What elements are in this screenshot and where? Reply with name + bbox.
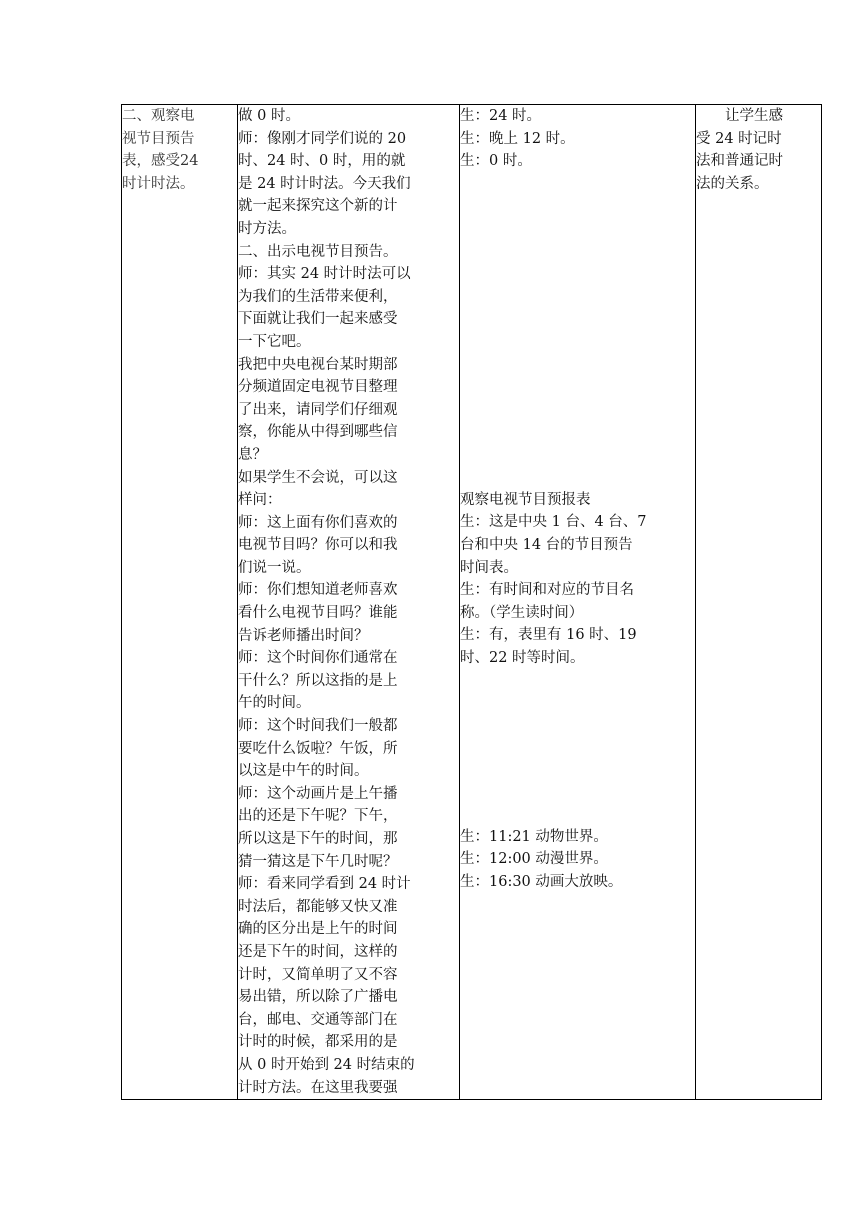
spacer — [460, 173, 695, 489]
teacher-line: 二、出示电视节目预告。 — [238, 243, 398, 260]
student-line: 生：有，表里有 16 时、19 — [460, 627, 637, 644]
teacher-line: 计时的时候，都采用的是 — [238, 1034, 398, 1051]
teacher-line: 易出错，所以除了广播电 — [238, 989, 398, 1006]
teacher-line: 师：这上面有你们喜欢的 — [238, 514, 398, 531]
stage-cell — [122, 105, 238, 1100]
student-line: 生：24 时。 — [460, 108, 542, 124]
student-line: 生：16:30 动画大放映。 — [460, 873, 623, 890]
student-line: 观察电视节目预报表 — [460, 491, 591, 508]
teacher-line: 我把中央电视台某时期部 — [238, 356, 398, 373]
teacher-line: 台，邮电、交通等部门在 — [238, 1011, 398, 1028]
teacher-line: 计时，又简单明了又不容 — [238, 966, 398, 983]
student-line: 时、22 时等时间。 — [460, 649, 585, 666]
teacher-line: 时、24 时、0 时，用的就 — [238, 153, 406, 170]
student-activity-cell — [460, 105, 696, 1100]
intent-line: 受 24 时记时 — [696, 130, 782, 147]
teacher-line: 从 0 时开始到 24 时结束的 — [238, 1056, 415, 1073]
student-line: 生：这是中央 1 台、4 台、7 — [460, 514, 647, 531]
teacher-line: 师：其实 24 时计时法可以 — [238, 266, 411, 283]
teacher-line: 干什么？所以这指的是上 — [238, 672, 398, 689]
teacher-line: 就一起来探究这个新的计 — [238, 198, 398, 215]
teacher-line: 分频道固定电视节目整理 — [238, 379, 398, 396]
student-line: 时间表。 — [460, 559, 518, 576]
teacher-line: 告诉老师播出时间？ — [238, 627, 369, 644]
teacher-line: 计时方法。在这里我要强 — [238, 1079, 398, 1096]
teacher-line: 还是下午的时间，这样的 — [238, 943, 398, 960]
intent-line: 让学生感 — [696, 108, 783, 124]
teacher-line: 下面就让我们一起来感受 — [238, 311, 398, 328]
teacher-line: 是 24 时计时法。今天我们 — [238, 175, 411, 192]
teacher-line: 看什么电视节目吗？谁能 — [238, 605, 398, 622]
stage-line: 视节目预告 — [122, 130, 195, 147]
lesson-plan-table — [121, 104, 822, 1100]
teacher-line: 们说一说。 — [238, 559, 311, 576]
teacher-line: 电视节目吗？你可以和我 — [238, 537, 398, 554]
teacher-line: 确的区分出是上午的时间 — [238, 921, 398, 938]
teacher-line: 如果学生不会说，可以这 — [238, 469, 398, 486]
student-line: 台和中央 14 台的节目预告 — [460, 536, 633, 553]
teacher-line: 察，你能从中得到哪些信 — [238, 424, 398, 441]
student-line: 生：11:21 动物世界。 — [460, 828, 608, 845]
student-line: 生：有时间和对应的节目名 — [460, 582, 634, 599]
teacher-line: 师：这个动画片是上午播 — [238, 785, 398, 802]
teacher-line: 以这是中午的时间。 — [238, 763, 369, 780]
intent-line: 法的关系。 — [696, 175, 769, 192]
teacher-line: 猜一猜这是下午几时呢？ — [238, 853, 398, 870]
teacher-line: 时法后，都能够又快又准 — [238, 898, 398, 915]
teacher-line: 师：像刚才同学们说的 20 — [238, 130, 407, 147]
student-line: 生：0 时。 — [460, 153, 532, 170]
teacher-line: 出的还是下午呢？下午， — [238, 808, 398, 825]
student-line: 生：12:00 动漫世界。 — [460, 851, 608, 868]
student-line: 称。（学生读时间） — [460, 604, 584, 621]
teacher-line: 做 0 时。 — [238, 108, 300, 124]
table-row — [122, 105, 822, 1100]
intent-line: 法和普通记时 — [696, 153, 783, 170]
teacher-line: 师：看来同学看到 24 时计 — [238, 876, 411, 893]
teacher-line: 息？ — [238, 446, 267, 463]
teacher-activity-cell — [238, 105, 460, 1100]
teacher-line: 午的时间。 — [238, 695, 311, 712]
design-intent-cell — [696, 105, 822, 1100]
stage-line: 时计时法。 — [122, 175, 195, 192]
teacher-line: 师：这个时间你们通常在 — [238, 650, 398, 667]
teacher-line: 师：你们想知道老师喜欢 — [238, 582, 398, 599]
stage-line: 二、观察电 — [122, 108, 195, 124]
teacher-line: 要吃什么饭啦？午饭，所 — [238, 740, 398, 757]
teacher-line: 时方法。 — [238, 220, 296, 237]
teacher-line: 一下它吧。 — [238, 333, 311, 350]
spacer — [460, 670, 695, 826]
teacher-line: 所以这是下午的时间，那 — [238, 831, 398, 847]
teacher-line: 样问： — [238, 492, 282, 509]
student-line: 生：晚上 12 时。 — [460, 130, 575, 147]
teacher-line: 为我们的生活带来便利， — [238, 288, 398, 305]
teacher-line: 师：这个时间我们一般都 — [238, 718, 398, 735]
stage-line: 表，感受24 — [122, 153, 199, 170]
teacher-line: 了出来，请同学们仔细观 — [238, 401, 398, 418]
